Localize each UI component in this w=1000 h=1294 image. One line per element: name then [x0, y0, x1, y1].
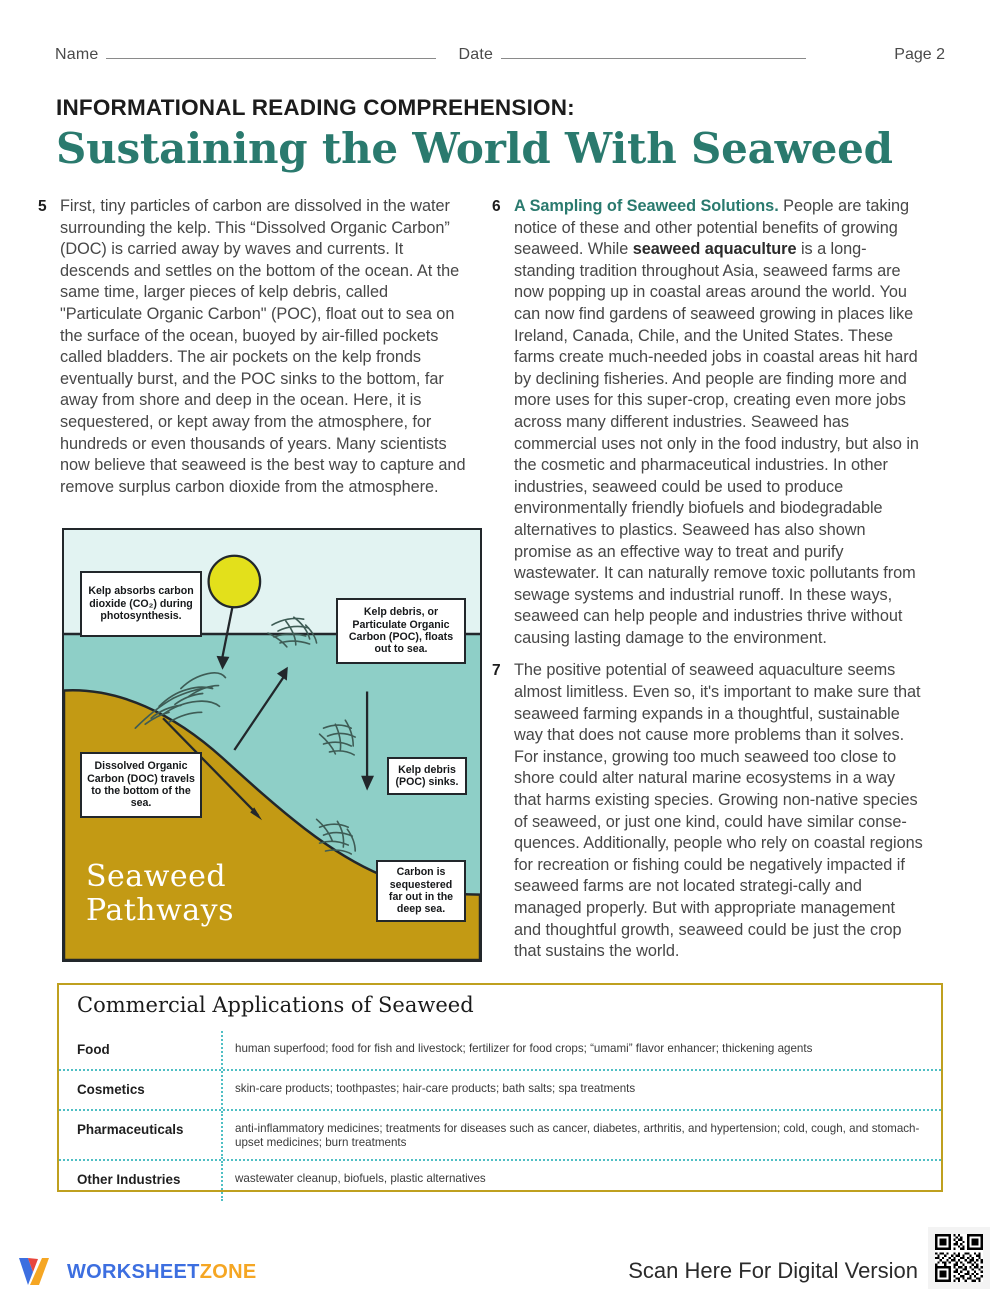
paragraph-text: First, tiny particles of carbon are dissolved in the water surrounding the kelp. This “Dissolved Organic Carbon” (DOC) is carried away by waves and currents. It descends and settles on the bottom of the ocean. At the same time, larger pieces of kelp debris, called "Particulate Organic Carbon" (POC), float out to sea on the surface of the ocean, buoyed by air-filled pockets called bladders. The air pockets on the kelp fronds eventually burst, and the POC sinks to the bottom, far away from shore and deep in the ocean. Here, it is sequestered, or kept away from the atmosphere, for hundreds or even thousands of years. Many scientists now believe that seaweed is the best way to capture and remove surplus carbon dioxide from the atmosphere.: [60, 197, 466, 496]
figure-title-line2: Pathways: [86, 893, 235, 928]
table-cell-category: Food: [77, 1042, 110, 1057]
table-body: [59, 1031, 941, 1186]
table-cell-value: wastewater cleanup, biofuels, plastic alternatives: [235, 1172, 486, 1185]
right-column: [492, 196, 924, 974]
date-write-line[interactable]: [501, 57, 806, 59]
callout-text: Carbon is sequestered far out in the deep sea.: [388, 866, 454, 916]
figure-title: [86, 860, 234, 928]
table-cell-category: Cosmetics: [77, 1082, 145, 1097]
worksheet-zone-mark-icon: [16, 1255, 58, 1289]
paragraph-number: 6: [492, 198, 501, 215]
callout-kelp-absorbs: [80, 571, 202, 637]
logo-text-secondary: ZONE: [199, 1260, 257, 1283]
table-cell-category: Other Industries: [77, 1172, 181, 1187]
table-row: [59, 1161, 941, 1201]
commercial-applications-table: [57, 983, 943, 1192]
page-number: Page 2: [894, 46, 945, 63]
name-write-line[interactable]: [106, 57, 436, 59]
paragraph-6: [492, 196, 924, 649]
callout-carbon-sequestered: [376, 860, 466, 922]
table-title: Commercial Applications of Seaweed: [77, 993, 474, 1017]
paragraph-number: 7: [492, 662, 501, 680]
table-cell-value: anti-inflammatory medicines; treatments for diseases such as cancer, diabetes, arthritis, and hypertension; cold, cough, and stomach-upset medicines; burn treatments: [235, 1122, 920, 1149]
paragraph-number: 5: [38, 198, 47, 215]
callout-text: Kelp debris (POC) sinks.: [395, 763, 459, 788]
seaweed-pathways-diagram: [62, 528, 482, 962]
paragraph-text: The positive potential of seaweed aquaculture seems almost limitless. Even so, it's important to make sure that seaweed farming expands in a thoughtful, sustainable way that does not cause more problems than it solves. For instance, growing too much seaweed too close to shore could alter natural marine ecosystems in a way that harms existing species. Growing non-native species of seaweed, or just one kind, could have similar conse-quences. Additionally, people who rely on coastal regions for recreation or fishing could be negatively impacted if seaweed farms are not located strategi-cally and managed properly. But with appropriate management and thoughtful growth, seaweed could be just the crop that sustains the world.: [514, 661, 923, 961]
left-column: [38, 196, 470, 509]
worksheet-header: [55, 38, 945, 64]
logo-wordmark: [67, 1261, 256, 1284]
qr-code-image: [935, 1234, 983, 1282]
table-cell-value: skin-care products; toothpastes; hair-care products; bath salts; spa treatments: [235, 1082, 636, 1095]
callout-poc-sinks: [387, 757, 467, 795]
name-label: Name: [55, 46, 99, 63]
date-label: Date: [458, 46, 494, 63]
callout-kelp-debris-floats: [336, 598, 466, 664]
scan-prompt-text: Scan Here For Digital Version: [628, 1258, 918, 1283]
table-row: [59, 1071, 941, 1111]
paragraph-text: [514, 196, 924, 649]
worksheet-zone-logo[interactable]: [16, 1255, 256, 1289]
paragraph-bold-phrase: seaweed aquaculture: [632, 240, 797, 259]
table-row: [59, 1111, 941, 1161]
callout-doc-travels: [80, 752, 202, 818]
page-kicker: INFORMATIONAL READING COMPREHENSION:: [56, 95, 575, 120]
page-title: Sustaining the World With Seaweed: [56, 124, 893, 173]
callout-text: Kelp debris, or Particulate Organic Carbon (POC), floats out to sea.: [348, 606, 454, 656]
callout-text: Kelp absorbs carbon dioxide (CO₂) during photosynthesis.: [88, 585, 194, 623]
sun-icon: [209, 556, 261, 608]
paragraph-text-after-bold: is a long-standing tradition throughout Asia, seaweed farms are now popping up in coastal areas around the world. You can now find gardens of seaweed growing in places like Ireland, Canada, Chile, and the United States. These farms create much-needed jobs in coastal areas hit hard by declining fisheries. And people are finding more and more uses for this super-crop, creating even more jobs across many different industries. Seaweed has commercial uses not only in the food industry, but also in the cosmetic and pharmaceutical industries. In other industries, seaweed could be used to produce environmentally friendly biofuels and biodegradable alternatives to plastics. Seaweed has also shown promise as an effective way to treat and purify wastewater. It can naturally remove toxic pollutants from sewage systems and industrial runoff. In these ways, seaweed can help people and industries thrive without causing lasting damage to the environment.: [514, 240, 919, 647]
logo-text-primary: WORKSHEET: [67, 1260, 200, 1283]
table-row: [59, 1031, 941, 1071]
paragraph-7: [492, 660, 924, 962]
table-cell-category: Pharmaceuticals: [77, 1122, 184, 1137]
paragraph-lede: A Sampling of Seaweed Solutions.: [514, 197, 779, 215]
qr-code[interactable]: [928, 1227, 990, 1289]
table-cell-value: human superfood; food for fish and livestock; fertilizer for food crops; “umami” flavor enhancer; thickening agents: [235, 1042, 813, 1055]
paragraph-text-before-bold: People are taking notice of these and other potential benefits of growing seaweed. While: [514, 197, 910, 259]
paragraph-5: [38, 196, 470, 498]
figure-title-line1: Seaweed: [86, 859, 227, 894]
callout-text: Dissolved Organic Carbon (DOC) travels to the bottom of the sea.: [87, 760, 195, 810]
